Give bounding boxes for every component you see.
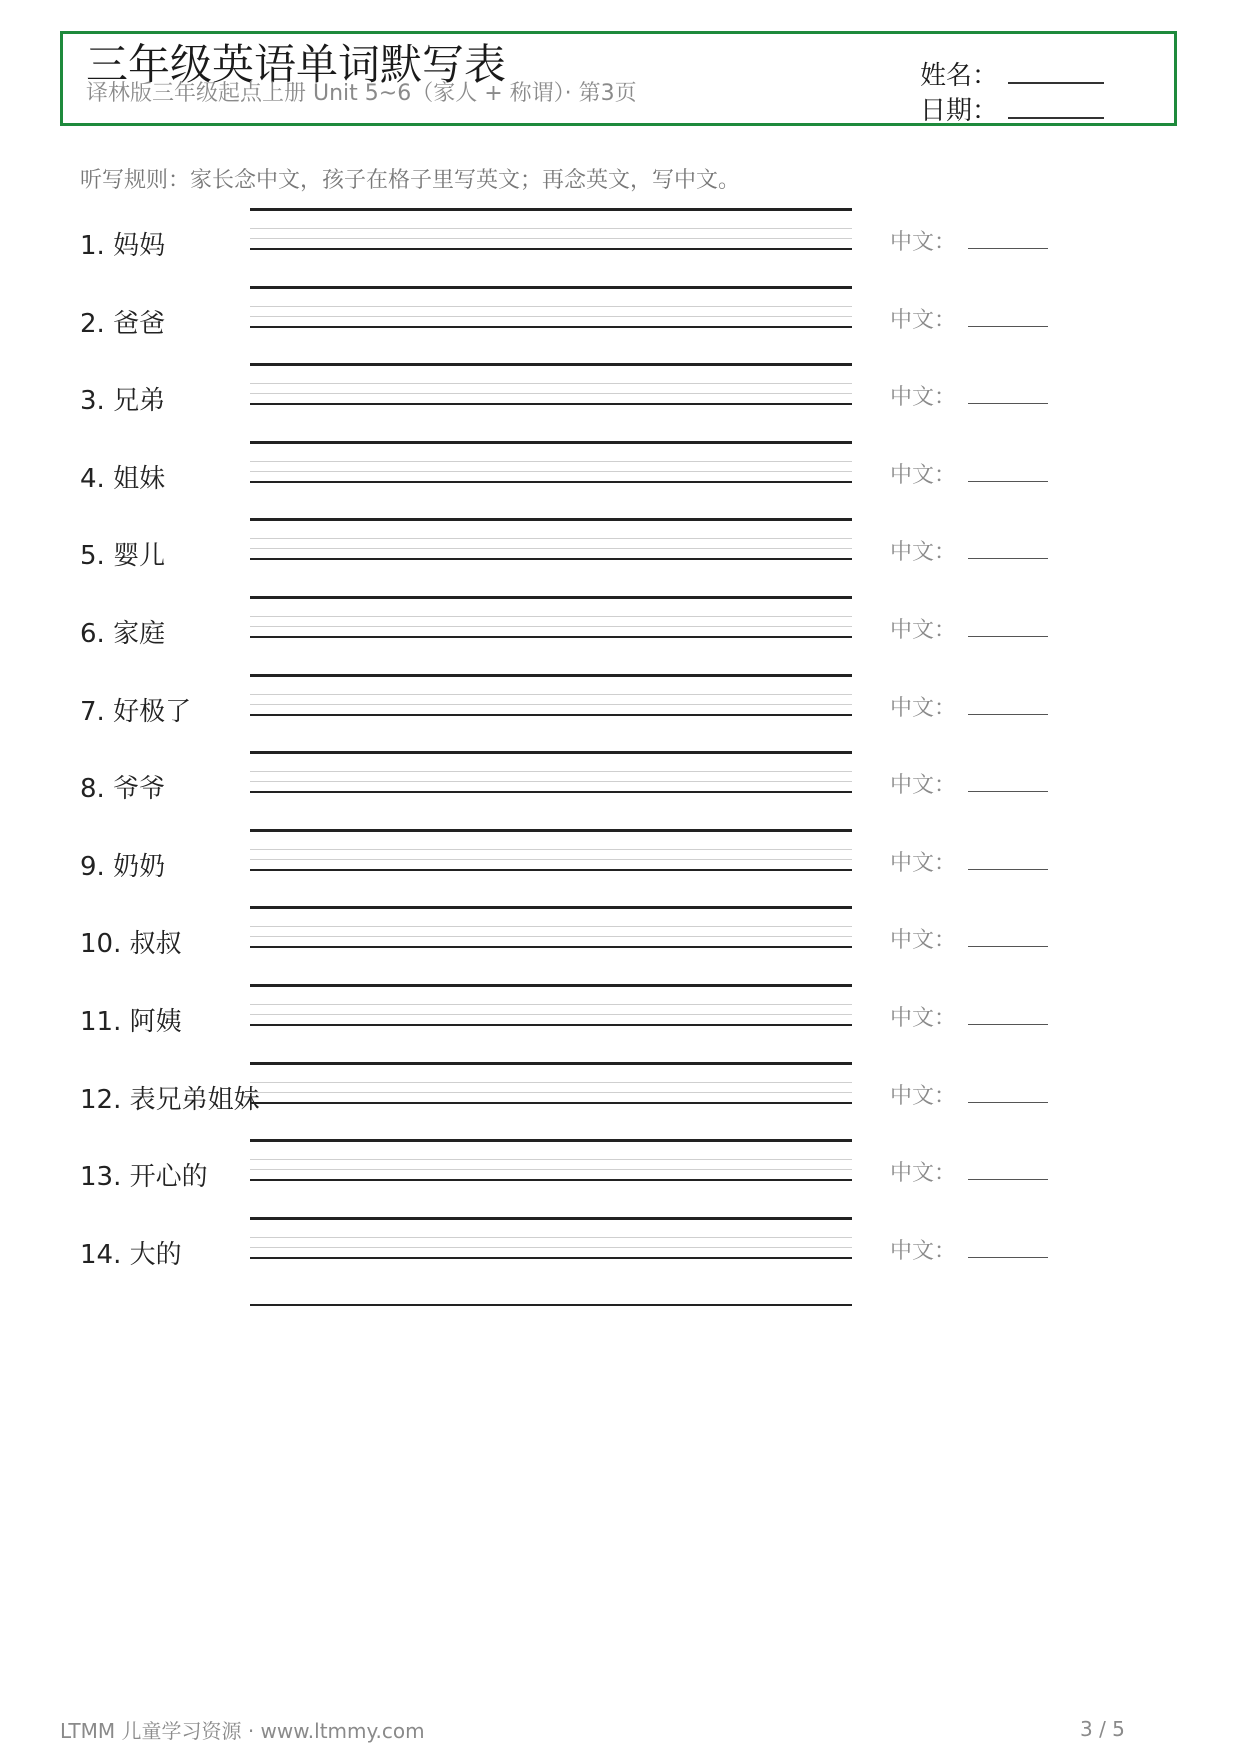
chinese-label: 中文： <box>890 540 957 566</box>
writing-line <box>250 248 852 250</box>
chinese-answer-blank[interactable] <box>968 383 1048 404</box>
english-writing-lines[interactable] <box>250 441 852 519</box>
word-row <box>0 1217 1240 1295</box>
chinese-label: 中文： <box>890 1083 957 1109</box>
writing-line-end <box>250 1304 852 1306</box>
writing-line <box>250 461 852 462</box>
writing-line <box>250 751 852 754</box>
word-row <box>0 596 1240 674</box>
chinese-answer-field <box>890 538 1048 568</box>
chinese-answer-field <box>890 849 1048 879</box>
chinese-answer-field <box>890 771 1048 801</box>
page-title: 三年级英语单词默写表 <box>86 40 507 89</box>
word-prompt: 2. 爸爸 <box>80 308 166 339</box>
word-row <box>0 208 1240 286</box>
page-number: 3 / 5 <box>1080 1717 1125 1741</box>
writing-line <box>250 1062 852 1065</box>
writing-line <box>250 926 852 927</box>
writing-line <box>250 471 852 472</box>
writing-line <box>250 208 852 211</box>
writing-line <box>250 1102 852 1104</box>
word-row <box>0 984 1240 1062</box>
writing-line <box>250 1179 852 1181</box>
english-writing-lines[interactable] <box>250 829 852 907</box>
writing-line <box>250 1169 852 1170</box>
english-writing-lines[interactable] <box>250 596 852 674</box>
writing-line <box>250 238 852 239</box>
chinese-answer-blank[interactable] <box>968 694 1048 715</box>
english-writing-lines[interactable] <box>250 286 852 364</box>
word-row <box>0 441 1240 519</box>
word-prompt: 12. 表兄弟姐妹 <box>80 1084 260 1115</box>
chinese-answer-blank[interactable] <box>968 228 1048 249</box>
dictation-rules: 听写规则：家长念中文，孩子在格子里写英文；再念英文，写中文。 <box>80 168 741 193</box>
word-row <box>0 906 1240 984</box>
chinese-answer-field <box>890 1082 1048 1112</box>
writing-line <box>250 596 852 599</box>
word-row <box>0 674 1240 752</box>
chinese-label: 中文： <box>890 618 957 643</box>
word-prompt: 1. 妈妈 <box>80 231 166 261</box>
chinese-answer-blank[interactable] <box>968 616 1048 637</box>
chinese-label: 中文： <box>890 1006 957 1031</box>
writing-line <box>250 946 852 948</box>
english-writing-lines[interactable] <box>250 1062 852 1140</box>
chinese-answer-field <box>890 306 1048 336</box>
word-prompt: 10. 叔叔 <box>80 929 182 960</box>
writing-line <box>250 714 852 716</box>
chinese-answer-blank[interactable] <box>968 1237 1048 1258</box>
word-prompt: 14. 大的 <box>80 1239 182 1270</box>
date-label: 日期： <box>920 96 999 126</box>
chinese-label: 中文： <box>890 462 957 488</box>
word-prompt: 11. 阿姨 <box>80 1007 182 1037</box>
writing-line <box>250 1247 852 1248</box>
writing-line <box>250 1082 852 1083</box>
word-row <box>0 829 1240 907</box>
chinese-label: 中文： <box>890 773 957 799</box>
writing-line <box>250 704 852 705</box>
chinese-answer-field <box>890 694 1048 724</box>
chinese-label: 中文： <box>890 695 957 721</box>
chinese-answer-blank[interactable] <box>968 1159 1048 1180</box>
writing-line <box>250 1159 852 1160</box>
word-row <box>0 751 1240 829</box>
english-writing-lines[interactable] <box>250 1139 852 1217</box>
writing-line <box>250 306 852 307</box>
writing-line <box>250 383 852 384</box>
writing-line <box>250 1237 852 1238</box>
word-row <box>0 518 1240 596</box>
chinese-answer-field <box>890 1004 1048 1034</box>
writing-line <box>250 228 852 229</box>
chinese-answer-field <box>890 926 1048 956</box>
english-writing-lines[interactable] <box>250 751 852 829</box>
english-writing-lines[interactable] <box>250 1217 852 1295</box>
word-row <box>0 286 1240 364</box>
chinese-label: 中文： <box>890 385 957 411</box>
writing-line <box>250 906 852 909</box>
name-label: 姓名： <box>920 61 999 91</box>
writing-line <box>250 616 852 617</box>
chinese-answer-blank[interactable] <box>968 306 1048 327</box>
english-writing-lines[interactable] <box>250 984 852 1062</box>
writing-line <box>250 1139 852 1142</box>
chinese-answer-field <box>890 383 1048 413</box>
word-prompt: 13. 开心的 <box>80 1162 208 1193</box>
writing-line <box>250 538 852 539</box>
footer-source: LTMM 儿童学习资源 · www.ltmmy.com <box>60 1719 425 1743</box>
writing-line <box>250 674 852 677</box>
writing-line <box>250 791 852 793</box>
writing-line <box>250 781 852 782</box>
word-row <box>0 1062 1240 1140</box>
writing-line <box>250 936 852 937</box>
name-field <box>920 58 1104 92</box>
writing-line <box>250 694 852 695</box>
english-writing-lines[interactable] <box>250 518 852 596</box>
chinese-label: 中文： <box>890 230 957 255</box>
word-prompt: 5. 婴儿 <box>80 541 166 572</box>
chinese-answer-blank[interactable] <box>968 538 1048 559</box>
date-field <box>920 93 1104 127</box>
writing-line <box>250 363 852 366</box>
chinese-answer-blank[interactable] <box>968 1082 1048 1103</box>
writing-line <box>250 548 852 549</box>
chinese-answer-field <box>890 228 1048 258</box>
date-blank[interactable] <box>1008 93 1104 119</box>
chinese-label: 中文： <box>890 307 957 333</box>
chinese-answer-blank[interactable] <box>968 771 1048 792</box>
writing-line <box>250 849 852 850</box>
chinese-label: 中文： <box>890 1238 957 1264</box>
word-prompt: 6. 家庭 <box>80 619 166 649</box>
writing-line <box>250 518 852 521</box>
writing-line <box>250 481 852 483</box>
english-writing-lines[interactable] <box>250 906 852 984</box>
word-prompt: 7. 好极了 <box>80 696 192 727</box>
writing-line <box>250 771 852 772</box>
writing-line <box>250 316 852 317</box>
word-row <box>0 363 1240 441</box>
chinese-answer-field <box>890 616 1048 646</box>
english-writing-lines[interactable] <box>250 208 852 286</box>
chinese-label: 中文： <box>890 850 957 876</box>
word-row <box>0 1139 1240 1217</box>
writing-line <box>250 286 852 289</box>
writing-line <box>250 869 852 871</box>
english-writing-lines[interactable] <box>250 674 852 752</box>
chinese-answer-field <box>890 1159 1048 1189</box>
chinese-label: 中文： <box>890 1161 957 1187</box>
writing-line <box>250 859 852 860</box>
writing-line <box>250 1024 852 1026</box>
writing-line <box>250 1004 852 1005</box>
chinese-answer-blank[interactable] <box>968 1004 1048 1025</box>
chinese-label: 中文： <box>890 928 957 954</box>
writing-line <box>250 636 852 638</box>
english-writing-lines[interactable] <box>250 363 852 441</box>
chinese-answer-blank[interactable] <box>968 849 1048 870</box>
name-blank[interactable] <box>1008 58 1104 84</box>
chinese-answer-field <box>890 461 1048 491</box>
word-prompt: 3. 兄弟 <box>80 386 166 417</box>
page-subtitle: 译林版三年级起点上册 Unit 5~6（家人 + 称谓）· 第3页 <box>86 81 637 106</box>
word-prompt: 8. 爷爷 <box>80 774 166 805</box>
word-prompt: 4. 姐妹 <box>80 463 166 494</box>
writing-line <box>250 829 852 832</box>
writing-line <box>250 326 852 328</box>
writing-line <box>250 441 852 444</box>
writing-line <box>250 1014 852 1015</box>
writing-line <box>250 1257 852 1259</box>
writing-line <box>250 1217 852 1220</box>
writing-line <box>250 1092 852 1093</box>
writing-line <box>250 393 852 394</box>
word-prompt: 9. 奶奶 <box>80 851 166 882</box>
writing-line <box>250 403 852 405</box>
writing-line <box>250 626 852 627</box>
chinese-answer-blank[interactable] <box>968 926 1048 947</box>
chinese-answer-blank[interactable] <box>968 461 1048 482</box>
chinese-answer-field <box>890 1237 1048 1267</box>
writing-line <box>250 984 852 987</box>
writing-line <box>250 558 852 560</box>
